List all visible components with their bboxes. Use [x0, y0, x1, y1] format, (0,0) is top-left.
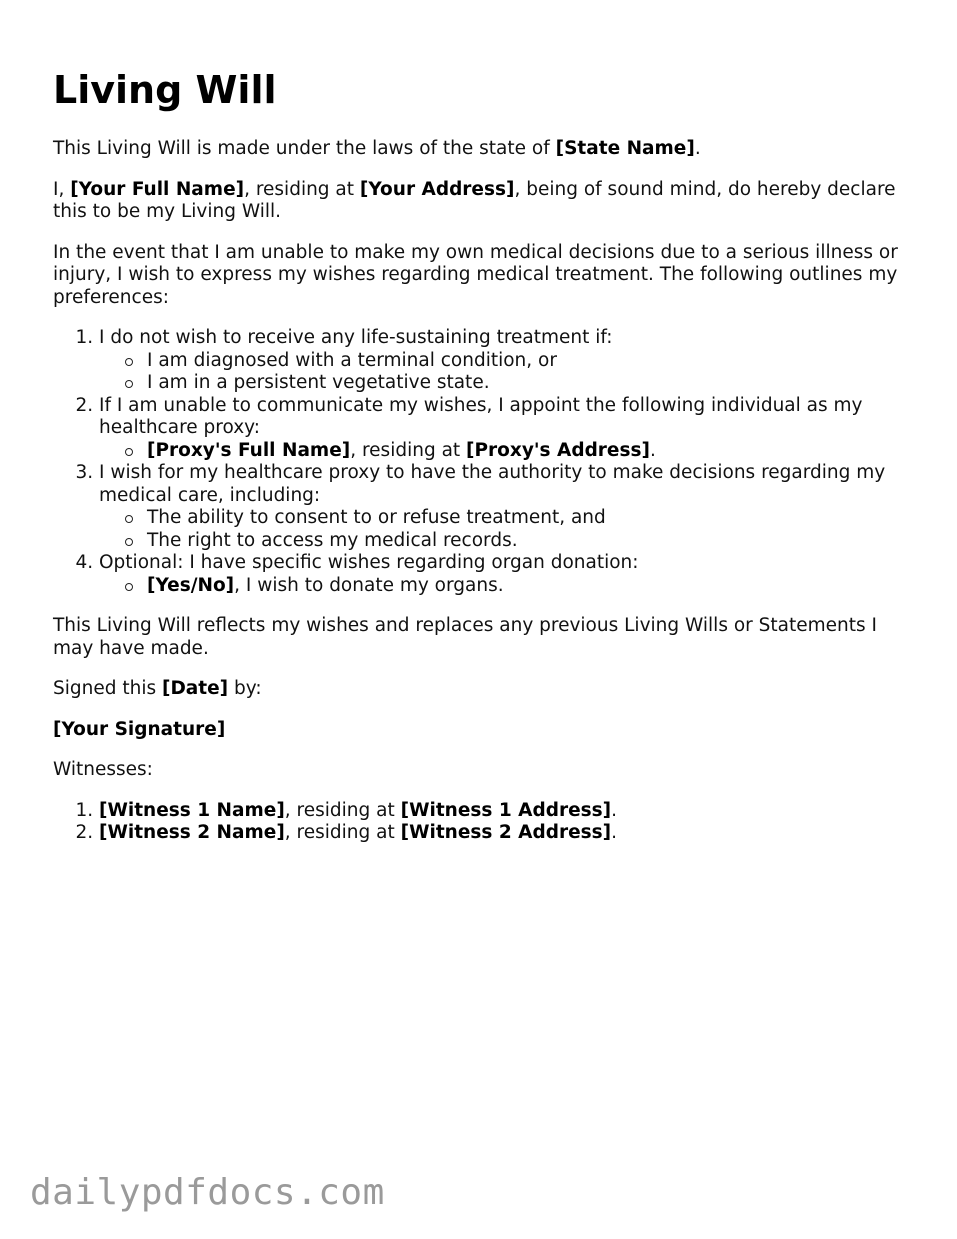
witness-1-end: . [611, 799, 618, 821]
list-item: I am diagnosed with a terminal condition, or [147, 350, 913, 373]
signature-placeholder: [Your Signature] [53, 718, 226, 740]
witnesses-label: Witnesses: [53, 759, 153, 780]
address-placeholder: [Your Address] [359, 178, 515, 200]
list-item [99, 462, 913, 552]
witness-2-name: [Witness 2 Name] [99, 822, 285, 843]
list-item: The ability to consent to or refuse treatment, and [147, 507, 913, 530]
item-3-sublist [99, 507, 913, 552]
organ-choice-placeholder: [Yes/No] [147, 574, 235, 596]
preferences-list [53, 327, 913, 597]
item-4-sublist [99, 575, 913, 598]
item-2-text: If I am unable to communicate my wishes, I appoint the following individual as my healthcare proxy: [99, 394, 863, 438]
item-1-sublist [99, 350, 913, 395]
item-3-text: I wish for my healthcare proxy to have the authority to make decisions regarding my medical care, including: [99, 462, 886, 506]
intro-paragraph [53, 138, 913, 161]
intro-end: . [694, 138, 701, 159]
list-item [99, 395, 913, 463]
organ-choice-text: , I wish to donate my organs. [234, 574, 504, 596]
witness-1-address: [Witness 1 Address] [400, 799, 612, 821]
witness-2-end: . [611, 822, 618, 843]
declaration-mid: , residing at [244, 178, 360, 200]
list-item [99, 327, 913, 395]
declaration-paragraph [53, 179, 913, 224]
page-title: Living Will [53, 68, 277, 112]
witness-1-name: [Witness 1 Name] [99, 799, 285, 821]
intro-text: This Living Will is made under the laws of the state of [53, 138, 556, 159]
event-paragraph: In the event that I am unable to make my own medical decisions due to a serious illness or injury, I wish to express my wishes regarding medical treatment. The following outlines my preferences: [53, 241, 898, 308]
list-item [147, 440, 913, 463]
witness-2-mid: , residing at [284, 822, 401, 843]
signed-paragraph [53, 678, 913, 701]
list-item [99, 552, 913, 597]
document-body [53, 68, 913, 863]
proxy-mid: , residing at [350, 439, 467, 461]
signed-pre: Signed this [53, 678, 162, 699]
list-item [99, 800, 913, 823]
witness-2-address: [Witness 2 Address] [400, 822, 612, 843]
list-item [99, 822, 913, 845]
proxy-end: . [649, 439, 656, 461]
item-4-text: Optional: I have specific wishes regarding organ donation: [99, 552, 639, 573]
witness-1-mid: , residing at [284, 799, 401, 821]
reflects-paragraph: This Living Will reflects my wishes and replaces any previous Living Wills or Statements I may have made. [53, 615, 877, 659]
list-item: I am in a persistent vegetative state. [147, 372, 913, 395]
declaration-end: , being of sound mind, do hereby declare this to be my Living Will. [53, 178, 896, 222]
full-name-placeholder: [Your Full Name] [70, 178, 245, 200]
signature-paragraph [53, 719, 913, 742]
item-2-sublist [99, 440, 913, 463]
watermark: dailypdfdocs.com [30, 1172, 385, 1213]
state-name-placeholder: [State Name] [555, 138, 695, 159]
witnesses-list [53, 800, 913, 845]
list-item [147, 575, 913, 598]
proxy-address-placeholder: [Proxy's Address] [466, 439, 650, 461]
signed-post: by: [228, 678, 262, 699]
date-placeholder: [Date] [162, 678, 229, 699]
list-item: The right to access my medical records. [147, 530, 913, 553]
item-1-text: I do not wish to receive any life-sustaining treatment if: [99, 327, 613, 348]
declaration-start: I, [53, 178, 71, 200]
proxy-name-placeholder: [Proxy's Full Name] [147, 439, 351, 461]
